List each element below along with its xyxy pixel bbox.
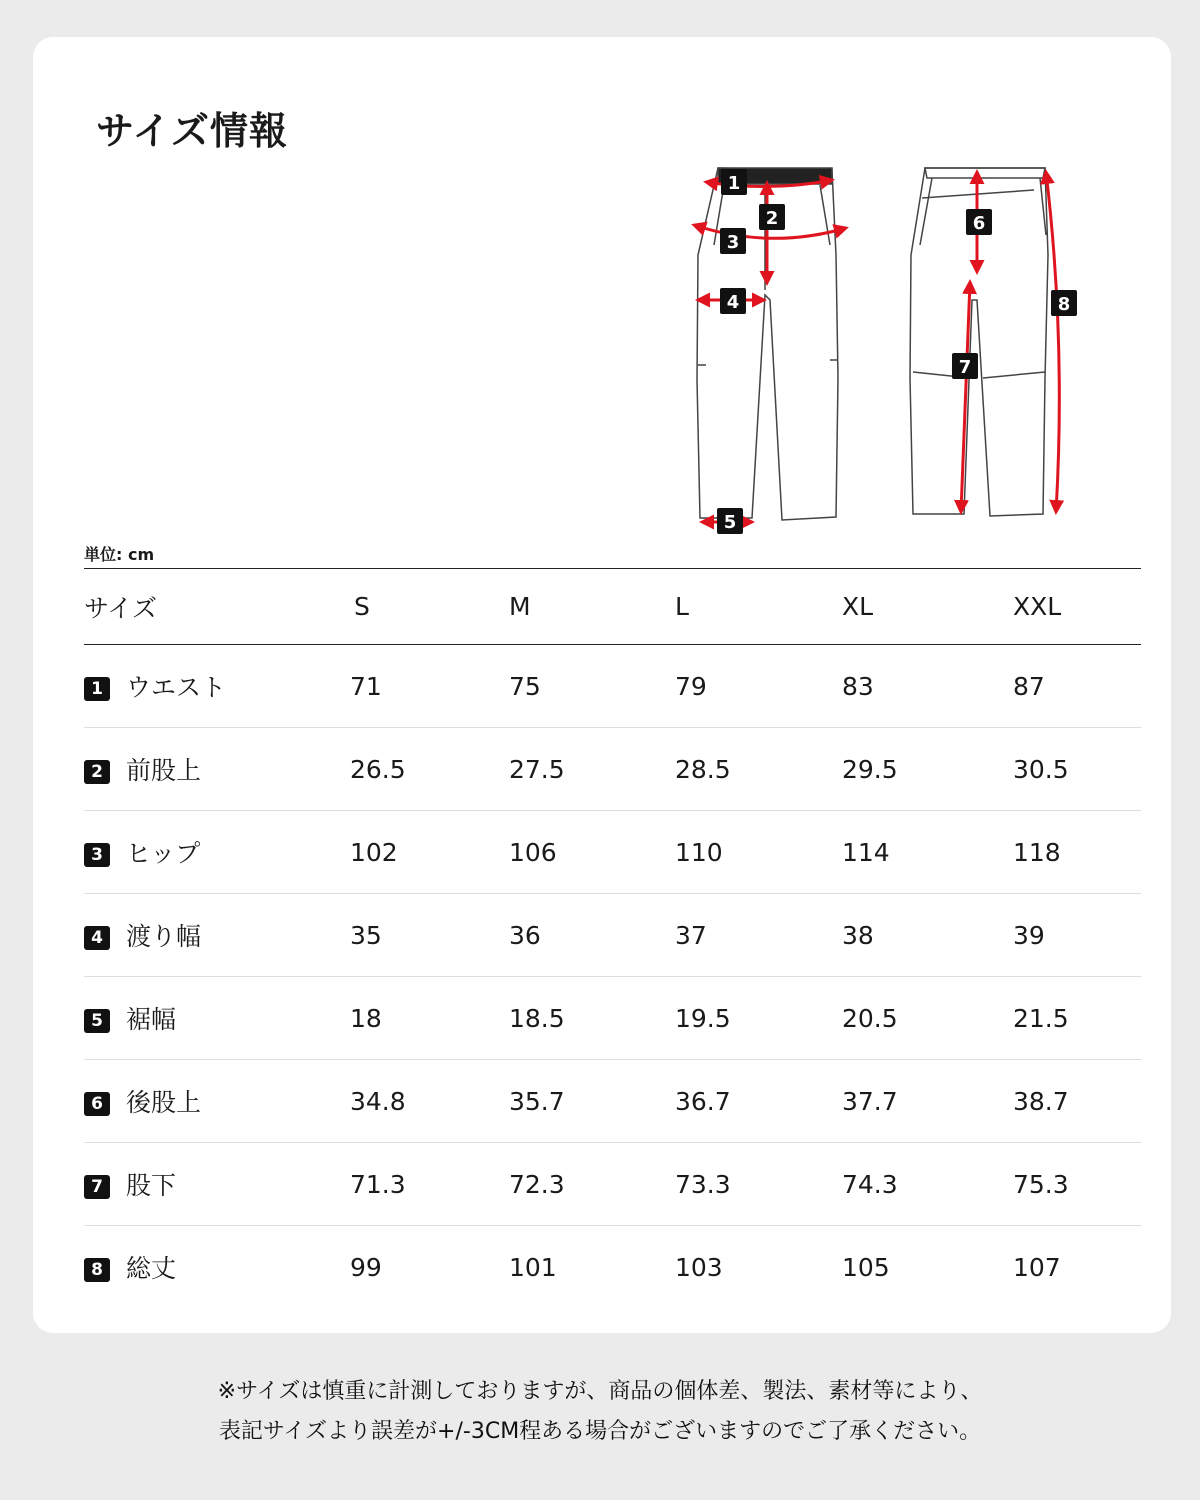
- measure-label-cell: [84, 894, 350, 977]
- note-line-1: ※サイズは慎重に計測しておりますが、商品の個体差、製法、素材等により、: [217, 1379, 983, 1404]
- value-cell: 37.7: [842, 1060, 1013, 1143]
- value-cell: 37: [675, 894, 842, 977]
- header-s: S: [350, 569, 509, 645]
- value-cell: 106: [509, 811, 675, 894]
- value-cell: 102: [350, 811, 509, 894]
- value-cell: 74.3: [842, 1143, 1013, 1226]
- measure-label: 股下: [126, 1171, 177, 1200]
- value-cell: 18.5: [509, 977, 675, 1060]
- svg-text:7: 7: [958, 357, 972, 378]
- measure-label: 総丈: [126, 1254, 177, 1283]
- value-cell: 71: [350, 645, 509, 728]
- value-cell: 27.5: [509, 728, 675, 811]
- value-cell: 110: [675, 811, 842, 894]
- measure-label: 前股上: [126, 756, 202, 785]
- value-cell: 103: [675, 1252, 723, 1282]
- value-cell: 21.5: [1013, 977, 1141, 1060]
- value-cell: 39: [1013, 894, 1141, 977]
- value-cell: 83: [842, 645, 1013, 728]
- value-cell: 29.5: [842, 728, 1013, 811]
- measure-label-cell: [84, 977, 350, 1060]
- badge-5: [717, 508, 743, 534]
- value-cell: 99: [350, 1252, 382, 1282]
- table-row: [84, 645, 1141, 728]
- number-badge: 8: [84, 1258, 110, 1282]
- value-cell: 18: [350, 977, 509, 1060]
- value-cell: 26.5: [350, 728, 509, 811]
- number-badge: 4: [84, 926, 110, 950]
- measure-label-cell: [84, 1060, 350, 1143]
- page-title: サイズ情報: [96, 109, 288, 153]
- badge-3: [720, 228, 746, 254]
- svg-text:6: 6: [972, 213, 986, 234]
- header-xxl: XXL: [1013, 569, 1141, 645]
- size-table: [84, 568, 1141, 1308]
- table-row: [84, 811, 1141, 894]
- header-xl: XL: [842, 569, 1013, 645]
- table-row: [84, 977, 1141, 1060]
- pants-measurement-diagram: [680, 155, 1120, 540]
- measure-label: ウエスト: [126, 673, 227, 702]
- number-badge: 3: [84, 843, 110, 867]
- size-table-header: [84, 569, 1141, 645]
- unit-label: 単位: cm: [84, 545, 155, 564]
- value-cell: 36: [509, 894, 675, 977]
- table-row: [84, 894, 1141, 977]
- badge-1: [721, 169, 747, 195]
- measure-label: 裾幅: [126, 1005, 177, 1034]
- header-m: M: [509, 569, 675, 645]
- value-cell: 20.5: [842, 977, 1013, 1060]
- badge-4: [720, 288, 746, 314]
- badge-7: [952, 353, 978, 379]
- value-cell: 105: [842, 1252, 890, 1282]
- header-l: L: [675, 569, 842, 645]
- number-badge: 1: [84, 677, 110, 701]
- value-cell: 38.7: [1013, 1060, 1141, 1143]
- value-cell: 118: [1013, 811, 1141, 894]
- disclaimer-note: [0, 1372, 1200, 1452]
- measure-label: 渡り幅: [126, 922, 202, 951]
- measure-label-cell: [84, 811, 350, 894]
- badge-8: [1051, 290, 1077, 316]
- value-cell: 34.8: [350, 1060, 509, 1143]
- measure-label-cell: [84, 728, 350, 811]
- value-cell: 79: [675, 645, 842, 728]
- value-cell: 73.3: [675, 1143, 842, 1226]
- value-cell: 114: [842, 811, 1013, 894]
- value-cell: 38: [842, 894, 1013, 977]
- measure-label-cell: [84, 645, 350, 728]
- value-cell: 19.5: [675, 977, 842, 1060]
- svg-text:3: 3: [726, 232, 740, 253]
- svg-text:5: 5: [723, 512, 737, 533]
- value-cell: 87: [1013, 645, 1141, 728]
- svg-text:2: 2: [765, 208, 779, 229]
- number-badge: 7: [84, 1175, 110, 1199]
- measure-label: ヒップ: [126, 839, 201, 868]
- table-row: [84, 728, 1141, 811]
- table-row: [84, 1226, 1141, 1309]
- measure-label-cell: [84, 1143, 350, 1226]
- number-badge: 5: [84, 1009, 110, 1033]
- table-row: [84, 1143, 1141, 1226]
- header-size: サイズ: [84, 569, 350, 645]
- badge-2: [759, 204, 785, 230]
- svg-text:8: 8: [1057, 294, 1071, 315]
- value-cell: 101: [509, 1252, 557, 1282]
- number-badge: 6: [84, 1092, 110, 1116]
- value-cell: 71.3: [350, 1143, 509, 1226]
- svg-text:1: 1: [727, 173, 741, 194]
- value-cell: 35: [350, 894, 509, 977]
- note-line-2: 表記サイズより誤差が+/-3CM程ある場合がございますのでご了承ください。: [218, 1419, 982, 1444]
- measure-label-cell: [84, 1226, 350, 1309]
- value-cell: 30.5: [1013, 728, 1141, 811]
- value-cell: 35.7: [509, 1060, 675, 1143]
- value-cell: 75.3: [1013, 1143, 1141, 1226]
- measure-label: 後股上: [126, 1088, 202, 1117]
- value-cell: 75: [509, 645, 675, 728]
- value-cell: 107: [1013, 1252, 1061, 1282]
- value-cell: 36.7: [675, 1060, 842, 1143]
- value-cell: 72.3: [509, 1143, 675, 1226]
- svg-text:4: 4: [726, 292, 740, 313]
- badge-6: [966, 209, 992, 235]
- table-row: [84, 1060, 1141, 1143]
- value-cell: 28.5: [675, 728, 842, 811]
- number-badge: 2: [84, 760, 110, 784]
